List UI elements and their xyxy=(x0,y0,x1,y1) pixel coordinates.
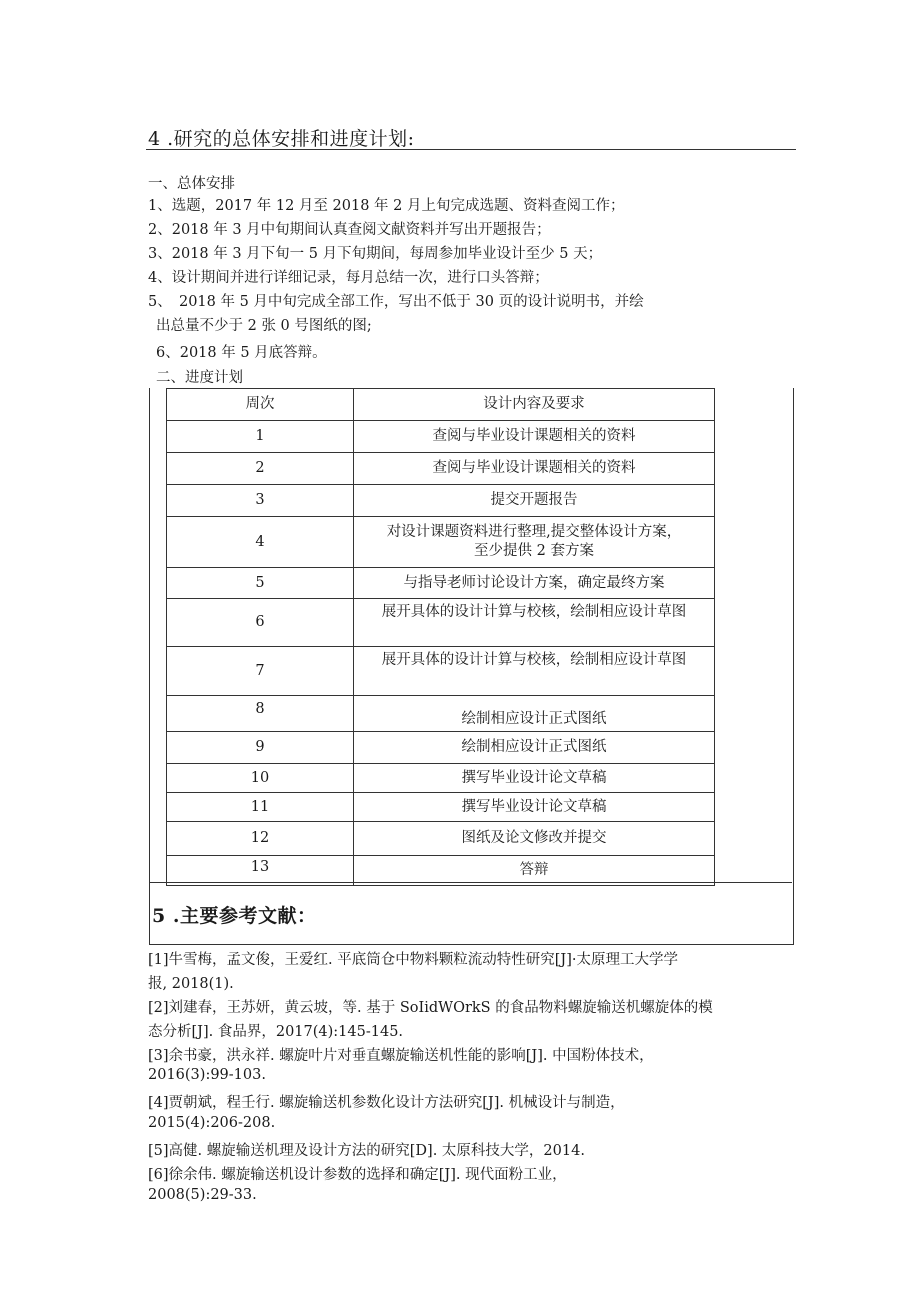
table-row xyxy=(167,696,715,732)
content-cell: 提交开题报告 xyxy=(354,485,715,517)
week-cell: 10 xyxy=(167,764,354,793)
week-cell: 1 xyxy=(167,421,354,453)
week-cell: 8 xyxy=(167,696,354,732)
content-cell: 查阅与毕业设计课题相关的资料 xyxy=(354,421,715,453)
table-row xyxy=(167,764,715,793)
week-cell: 11 xyxy=(167,793,354,822)
section-4-underline xyxy=(146,149,796,150)
table-header-row xyxy=(167,389,715,421)
reference-line: 态分析[J]. 食品界，2017(4):145-145. xyxy=(148,1024,404,1040)
plan-item-5-continued: 出总量不少于 2 张 0 号图纸的图; xyxy=(156,318,372,334)
reference-line: [5]高健. 螺旋输送机理及设计方法的研究[D]. 太原科技大学，2014. xyxy=(148,1143,585,1159)
section-5-title: 5 .主要参考文献： xyxy=(152,905,317,927)
table-row xyxy=(167,485,715,517)
reference-line: [1]牛雪梅，孟文俊，王爱红. 平底筒仓中物料颗粒流动特性研究[J]·太原理工大学学 xyxy=(148,952,678,968)
week-cell: 4 xyxy=(167,517,354,568)
header-week: 周次 xyxy=(167,389,354,421)
content-cell xyxy=(354,517,715,568)
table-row xyxy=(167,421,715,453)
week-cell: 7 xyxy=(167,647,354,696)
table-row xyxy=(167,793,715,822)
reference-line: 2008(5):29-33. xyxy=(148,1187,257,1203)
week-cell: 6 xyxy=(167,599,354,647)
reference-line: [3]余书豪，洪永祥. 螺旋叶片对垂直螺旋输送机性能的影响[J]. 中国粉体技术， xyxy=(148,1048,654,1064)
reference-line: [4]贾朝斌，程壬行. 螺旋输送机参数化设计方法研究[J]. 机械设计与制造， xyxy=(148,1095,625,1111)
overall-plan-heading: 一、总体安排 xyxy=(148,176,235,192)
table-row xyxy=(167,856,715,886)
schedule-table xyxy=(166,388,715,886)
content-cell: 答辩 xyxy=(354,856,715,886)
content-cell: 与指导老师讨论设计方案，确定最终方案 xyxy=(354,568,715,599)
header-content: 设计内容及要求 xyxy=(354,389,715,421)
table-row xyxy=(167,822,715,856)
reference-line: 2015(4):206-208. xyxy=(148,1115,276,1131)
table-row xyxy=(167,647,715,696)
table-row xyxy=(167,453,715,485)
content-cell: 查阅与毕业设计课题相关的资料 xyxy=(354,453,715,485)
content-line-2: 至少提供 2 套方案 xyxy=(474,543,594,559)
plan-item-4: 4、设计期间并进行详细记录，每月总结一次，进行口头答辩； xyxy=(148,270,549,286)
content-cell: 绘制相应设计正式图纸 xyxy=(354,696,715,732)
plan-item-3: 3、2018 年 3 月下旬一 5 月下旬期间，每周参加毕业设计至少 5 天； xyxy=(148,246,603,262)
section-4-title: 4 .研究的总体安排和进度计划: xyxy=(148,128,415,150)
plan-item-1: 1、选题，2017 年 12 月至 2018 年 2 月上旬完成选题、资料查阅工作； xyxy=(148,198,625,214)
schedule-heading: 二、进度计划 xyxy=(156,370,243,386)
table-row xyxy=(167,568,715,599)
week-cell: 12 xyxy=(167,822,354,856)
content-cell: 撰写毕业设计论文草稿 xyxy=(354,764,715,793)
content-cell: 展开具体的设计计算与校核，绘制相应设计草图 xyxy=(354,599,715,647)
week-cell: 5 xyxy=(167,568,354,599)
reference-line: 2016(3):99-103. xyxy=(148,1067,266,1083)
week-cell: 13 xyxy=(167,856,354,886)
table-row xyxy=(167,732,715,764)
content-cell: 绘制相应设计正式图纸 xyxy=(354,732,715,764)
plan-item-6: 6、2018 年 5 月底答辩。 xyxy=(156,345,327,361)
plan-item-5: 5、 2018 年 5 月中旬完成全部工作，写出不低于 30 页的设计说明书，并绘 xyxy=(148,294,644,310)
table-row xyxy=(167,517,715,568)
week-cell: 2 xyxy=(167,453,354,485)
reference-line: [2]刘建春，王苏妍，黄云坡，等. 基于 SoIidWOrkS 的食品物料螺旋输送机螺旋体的模 xyxy=(148,1000,713,1016)
content-line-1: 对设计课题资料进行整理,提交整体设计方案， xyxy=(386,524,682,540)
table-row xyxy=(167,599,715,647)
content-cell: 图纸及论文修改并提交 xyxy=(354,822,715,856)
content-cell: 展开具体的设计计算与校核，绘制相应设计草图 xyxy=(354,647,715,696)
week-cell: 3 xyxy=(167,485,354,517)
reference-line: 报, 2018(1). xyxy=(148,976,234,992)
content-cell: 撰写毕业设计论文草稿 xyxy=(354,793,715,822)
week-cell: 9 xyxy=(167,732,354,764)
reference-line: [6]徐余伟. 螺旋输送机设计参数的选择和确定[J]. 现代面粉工业， xyxy=(148,1167,567,1183)
plan-item-2: 2、2018 年 3 月中旬期间认真查阅文献资料并写出开题报告； xyxy=(148,222,551,238)
